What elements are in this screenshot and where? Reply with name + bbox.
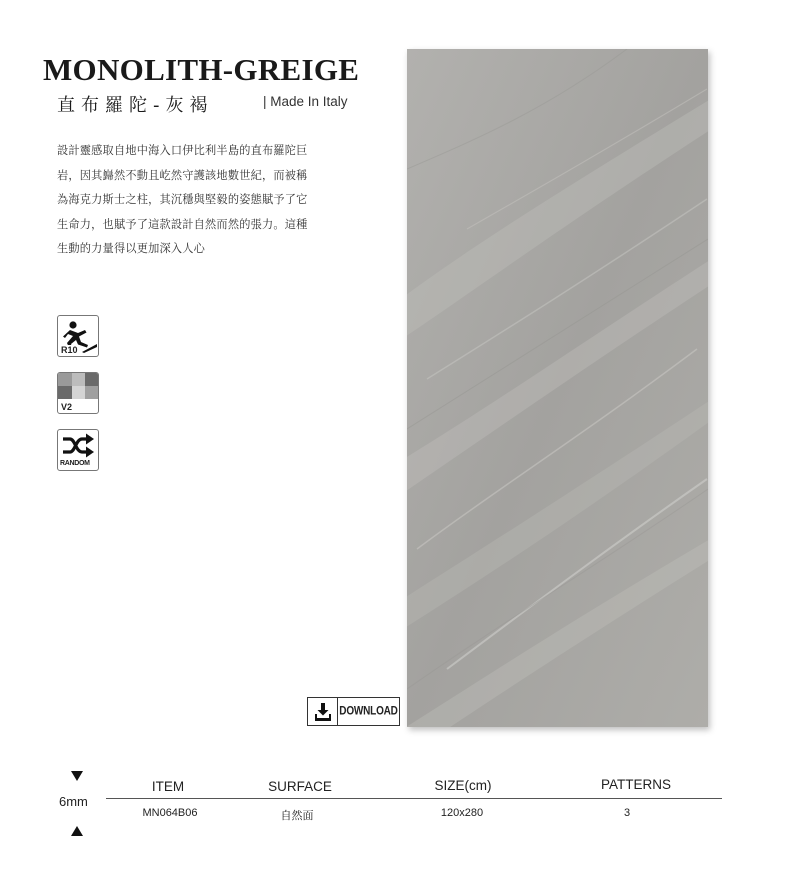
cell-size: 120x280: [440, 807, 484, 819]
slip-resistance-badge: [57, 315, 99, 357]
product-description: 設計靈感取自地中海入口伊比利半島的直布羅陀巨岩，因其巋然不動且屹然守護該地數世紀，而被稱為海克力斯士之柱，其沉穩與堅毅的姿態賦予了它生命力，也賦予了這款設計自然而然的張力。這種生動的力量得以更加深入人心: [57, 144, 308, 255]
cell-item: MN064B06: [142, 807, 198, 819]
random-label: RANDOM: [60, 460, 90, 467]
tile-image: [407, 49, 708, 727]
table-divider: [106, 798, 722, 799]
download-label: DOWNLOAD: [339, 705, 398, 718]
stone-texture: [407, 49, 708, 727]
download-icon: [308, 698, 338, 725]
shade-variation-badge: [57, 372, 99, 414]
header-patterns: PATTERNS: [600, 777, 671, 792]
arrow-down-icon: [71, 771, 83, 781]
product-chinese-name: 直布羅陀-灰褐: [57, 95, 214, 116]
thickness-indicator: [56, 768, 100, 836]
origin-label: | Made In Italy: [263, 94, 348, 109]
download-button[interactable]: [307, 697, 400, 726]
header-surface: SURFACE: [268, 779, 332, 794]
thickness-value: 6mm: [59, 794, 88, 809]
header-item: ITEM: [151, 779, 185, 794]
cell-patterns: 3: [623, 807, 631, 819]
cell-surface: 自然面: [280, 810, 314, 822]
slip-rating-label: R10: [61, 345, 78, 355]
variation-label: V2: [61, 402, 73, 412]
product-title: MONOLITH-GREIGE: [43, 52, 360, 87]
arrow-up-icon: [71, 826, 83, 836]
random-pattern-badge: [57, 429, 99, 471]
product-subtitle: [57, 91, 214, 117]
header-size: SIZE(cm): [434, 778, 492, 793]
